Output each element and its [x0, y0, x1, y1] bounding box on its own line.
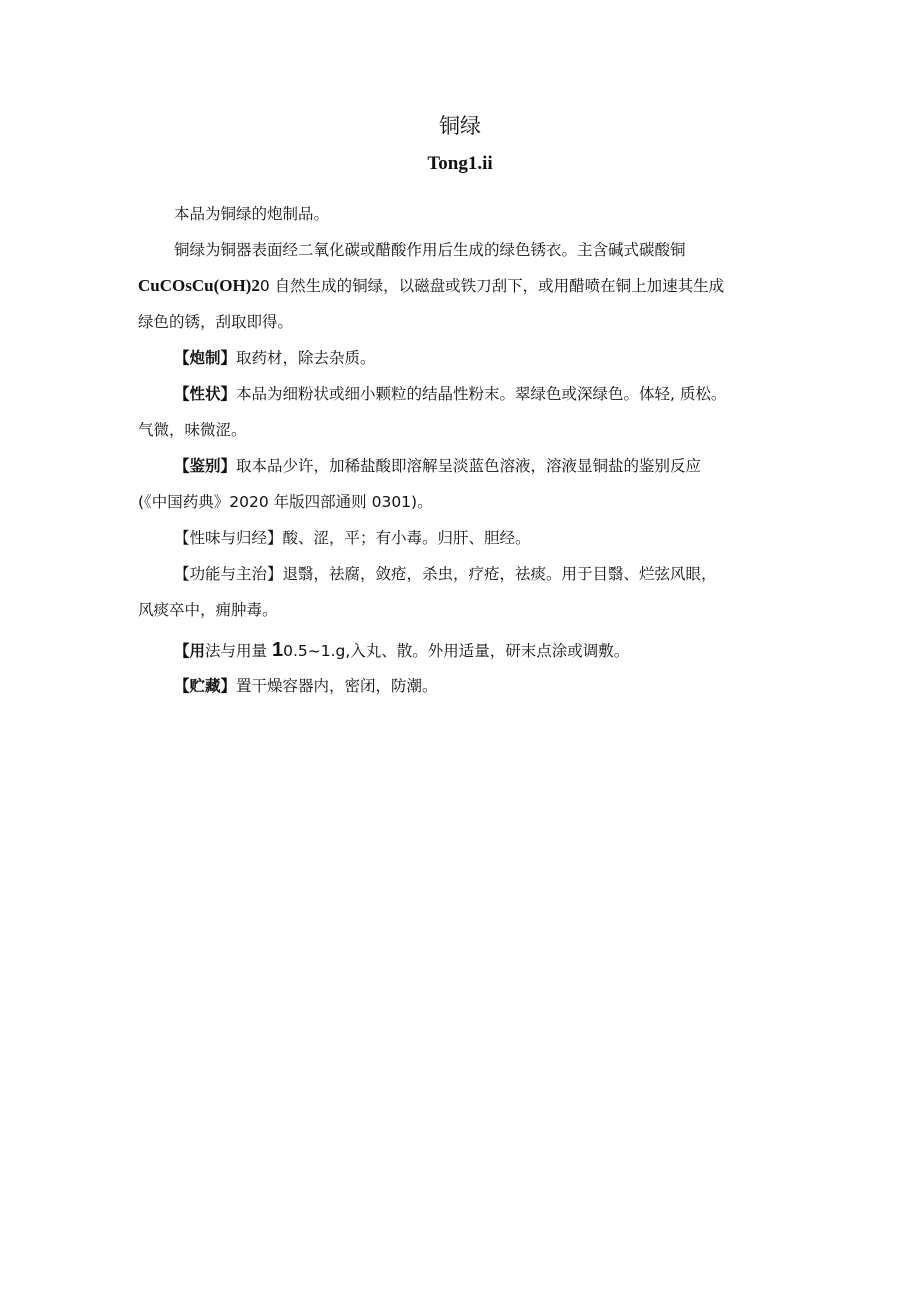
identification-line-2: (《中国药典》2020 年版四部通则 0301)。 [138, 493, 433, 511]
usage-label-rest: 法与用量 [205, 642, 268, 660]
processing-section [138, 340, 798, 376]
intro-paragraph [138, 196, 798, 232]
storage-text: 置干燥容器内，密闭，防潮。 [236, 677, 438, 695]
functions-section [138, 556, 798, 628]
storage-label: 【贮藏】 [174, 677, 237, 695]
usage-section [138, 632, 798, 669]
storage-section [138, 668, 798, 704]
functions-line-2: 风痰卒中，痈肿毒。 [138, 601, 278, 619]
functions-line-1: 退翳，祛腐，敛疮，杀虫，疗疮，祛痰。用于目翳、烂弦风眼， [282, 565, 717, 583]
nature-text: 酸、涩，平；有小毒。归肝、胆经。 [282, 529, 531, 547]
characteristics-section [138, 376, 798, 448]
origin-line-2-text: 0 自然生成的铜绿，以磁盘或铁刀刮下，或用醋喷在铜上加速其生成 [259, 277, 725, 295]
page-title: 铜绿 [439, 114, 481, 138]
origin-line-1: 铜绿为铜器表面经二氧化碳或醋酸作用后生成的绿色锈衣。主含碱式碳酸铜 [174, 241, 686, 259]
usage-label-bold: 【用 [174, 642, 206, 660]
nature-section [138, 520, 798, 556]
nature-label: 【性味与归经】 [174, 529, 283, 547]
identification-line-1: 取本品少许，加稀盐酸即溶解呈淡蓝色溶液，溶液显铜盐的鉴别反应 [236, 457, 702, 475]
characteristics-label: 【性状】 [174, 385, 237, 403]
characteristics-line-2: 气微，味微涩。 [138, 421, 247, 439]
identification-label: 【鉴别】 [174, 457, 237, 475]
origin-paragraph [138, 232, 798, 340]
usage-number: 1 [271, 639, 284, 661]
origin-line-3: 绿色的锈，刮取即得。 [138, 313, 294, 331]
functions-label: 【功能与主治】 [174, 565, 283, 583]
chemical-formula: CuCOsCu(OH)2 [138, 276, 260, 295]
identification-section [138, 448, 798, 520]
origin-line-2 [138, 268, 798, 304]
characteristics-line-1: 本品为细粉状或细小颗粒的结晶性粉末。翠绿色或深绿色。体轻, 质松。 [236, 385, 727, 403]
intro-text: 本品为铜绿的炮制品。 [174, 205, 330, 223]
processing-text: 取药材，除去杂质。 [236, 349, 376, 367]
usage-text: 0.5~1.g,入丸、散。外用适量，研末点涂或调敷。 [283, 642, 630, 660]
processing-label: 【炮制】 [174, 349, 237, 367]
page-subtitle: Tong1.ii [427, 153, 493, 174]
